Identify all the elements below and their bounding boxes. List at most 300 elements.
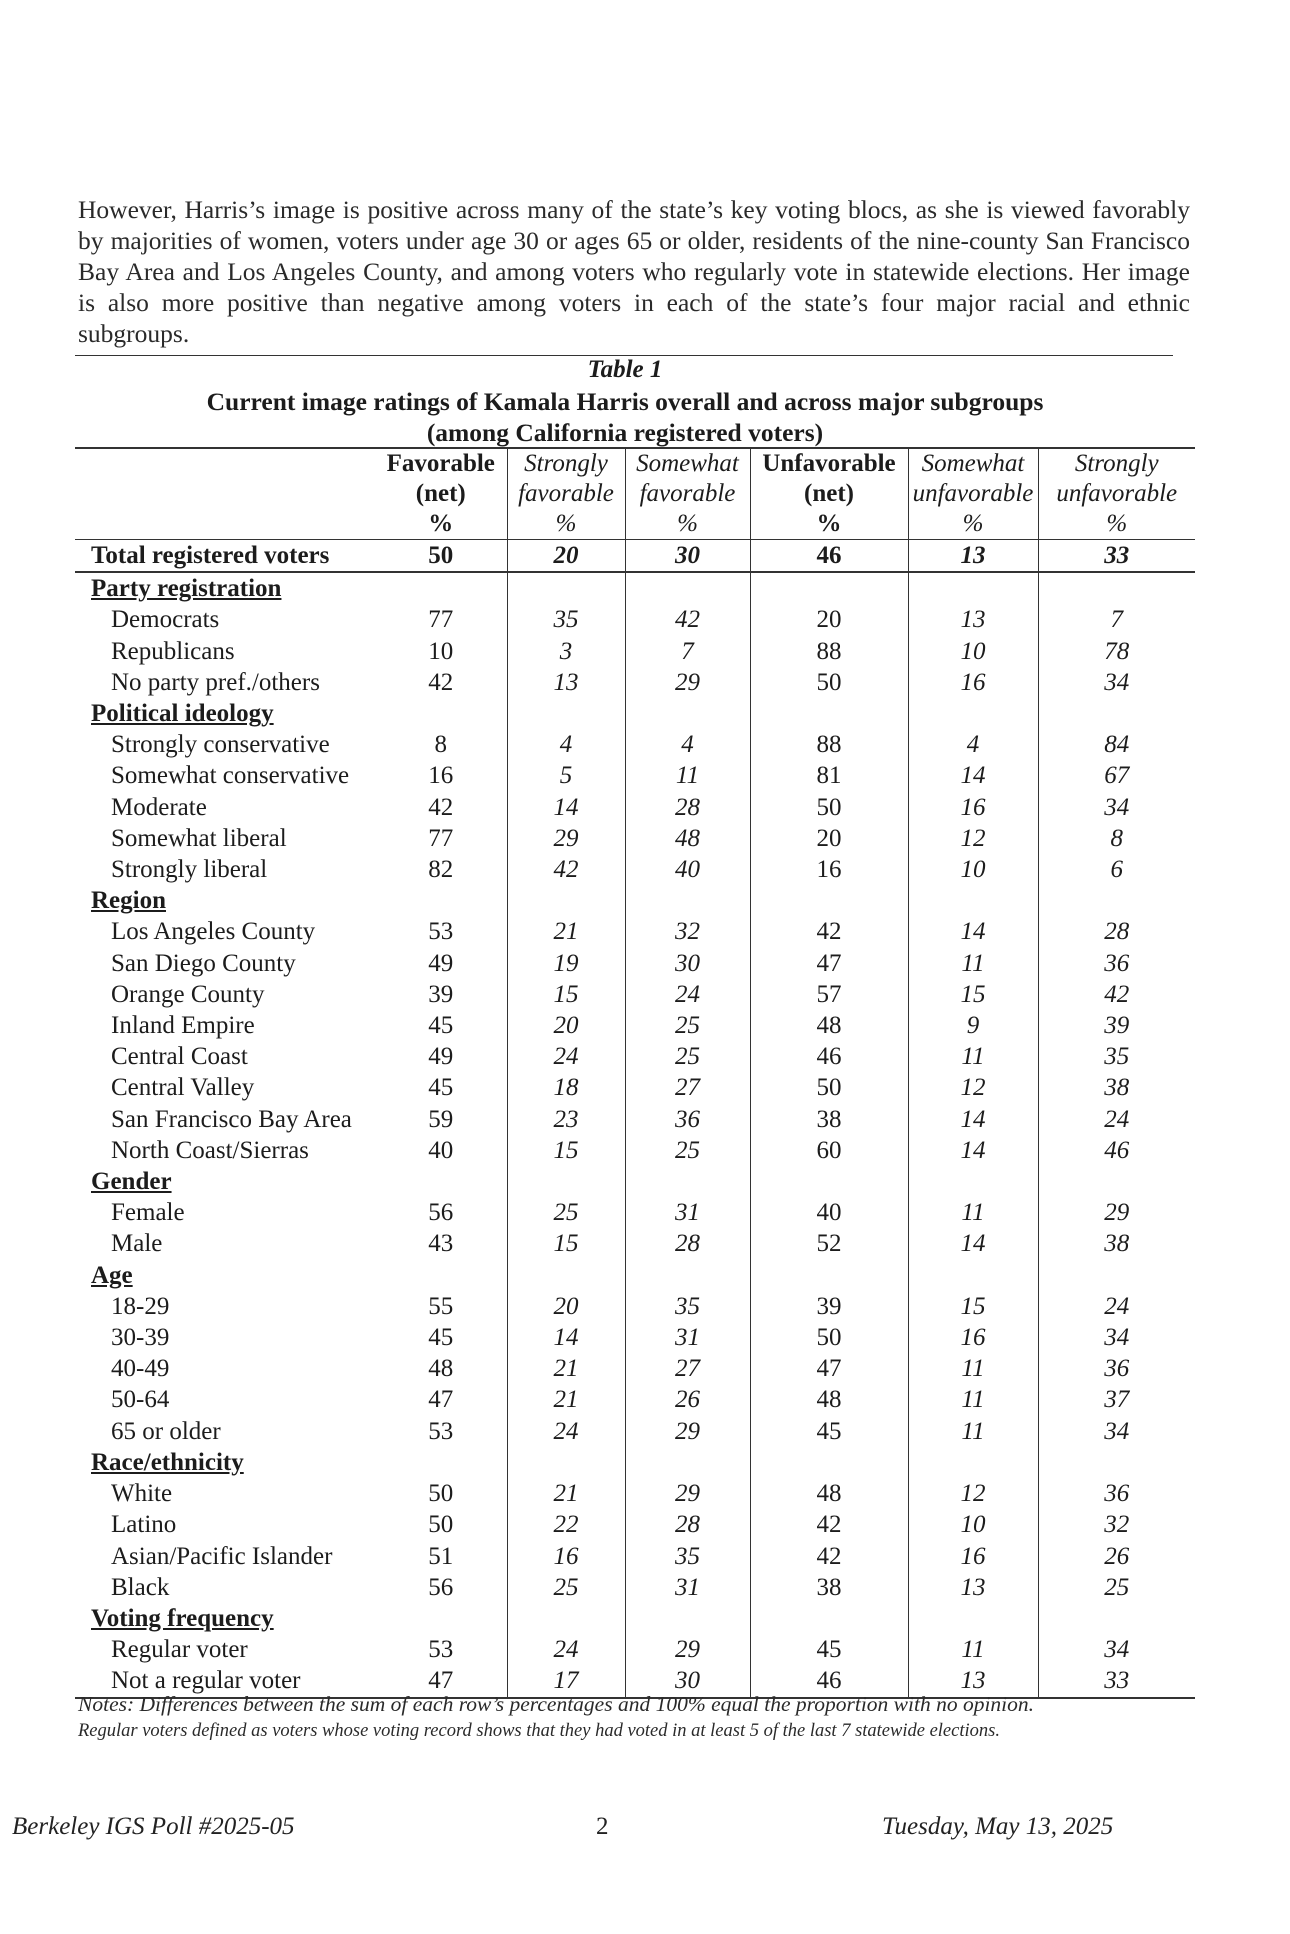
cell-favorable-net: 48 <box>375 1353 507 1384</box>
cell-somewhat-favorable: 35 <box>625 1541 750 1572</box>
table-row <box>75 1541 1195 1572</box>
cell-favorable-net: 53 <box>375 1634 507 1665</box>
cell-strongly-favorable: 24 <box>507 1634 625 1665</box>
cell-favorable-net: 82 <box>375 854 507 885</box>
cell-strongly-unfavorable: 29 <box>1104 1199 1130 1227</box>
table-header-row-2 <box>75 479 1195 509</box>
row-label: 30-39 <box>111 1324 170 1352</box>
empty-cell <box>750 1447 908 1478</box>
cell-somewhat-favorable: 29 <box>625 1634 750 1665</box>
cell-somewhat-unfavorable: 14 <box>908 760 1038 791</box>
table-row <box>75 1135 1195 1166</box>
cell-strongly-unfavorable: 24 <box>1104 1105 1130 1133</box>
section-title: Political ideology <box>91 700 274 728</box>
table-row <box>75 1384 1195 1415</box>
header-unfavorable-net: Unfavorable <box>750 448 908 479</box>
header-percent: % <box>1038 509 1195 540</box>
table-row <box>75 1353 1195 1384</box>
cell-favorable-net: 51 <box>375 1541 507 1572</box>
cell-favorable-net: 16 <box>375 760 507 791</box>
cell-somewhat-unfavorable: 14 <box>908 1228 1038 1259</box>
cell-favorable-net: 55 <box>375 1291 507 1322</box>
row-label: Orange County <box>111 980 265 1008</box>
ratings-table <box>75 447 1195 1699</box>
cell-strongly-unfavorable: 34 <box>1104 1636 1130 1664</box>
cell-strongly-unfavorable: 34 <box>1104 793 1130 821</box>
section-title: Gender <box>91 1168 172 1196</box>
cell-somewhat-unfavorable: 16 <box>908 1541 1038 1572</box>
table-row <box>75 1197 1195 1228</box>
row-label: Los Angeles County <box>111 918 316 946</box>
cell-strongly-favorable: 20 <box>507 1010 625 1041</box>
header-percent: % <box>625 509 750 540</box>
cell-somewhat-favorable: 27 <box>625 1072 750 1103</box>
cell-strongly-unfavorable: 84 <box>1104 731 1130 759</box>
cell-somewhat-favorable: 26 <box>625 1384 750 1415</box>
row-label: 18-29 <box>111 1292 170 1320</box>
row-label: Somewhat liberal <box>111 824 287 852</box>
empty-cell <box>375 1447 507 1478</box>
section-header-row <box>75 885 1195 916</box>
cell-strongly-unfavorable: 36 <box>1104 949 1130 977</box>
empty-cell <box>908 885 1038 916</box>
cell-strongly-unfavorable: 8 <box>1110 824 1123 852</box>
cell-somewhat-favorable: 35 <box>625 1291 750 1322</box>
cell-strongly-favorable: 20 <box>507 1291 625 1322</box>
empty-cell <box>507 572 625 604</box>
cell-somewhat-unfavorable: 15 <box>908 1291 1038 1322</box>
cell-unfavorable-net: 38 <box>750 1104 908 1135</box>
section-header-row <box>75 1447 1195 1478</box>
header-strongly-favorable-sub: favorable <box>507 479 625 509</box>
empty-cell <box>750 1603 908 1634</box>
cell-somewhat-unfavorable: 14 <box>908 1135 1038 1166</box>
cell-strongly-unfavorable: 34 <box>1104 668 1130 696</box>
row-label: Latino <box>111 1511 177 1539</box>
cell-somewhat-unfavorable: 11 <box>908 1197 1038 1228</box>
cell-somewhat-unfavorable: 14 <box>908 916 1038 947</box>
row-label: 50-64 <box>111 1386 170 1414</box>
header-somewhat-favorable: Somewhat <box>625 448 750 479</box>
footer-date: Tuesday, May 13, 2025 <box>882 1813 1114 1840</box>
row-label: Not a regular voter <box>75 1665 375 1697</box>
empty-cell <box>750 698 908 729</box>
empty-cell <box>1038 698 1195 729</box>
empty-cell <box>375 572 507 604</box>
empty-cell <box>507 1166 625 1197</box>
cell-somewhat-favorable: 42 <box>625 604 750 635</box>
cell-strongly-unfavorable: 38 <box>1104 1074 1130 1102</box>
cell-somewhat-favorable: 30 <box>625 1665 750 1697</box>
cell-strongly-favorable: 3 <box>507 636 625 667</box>
cell-favorable-net: 47 <box>375 1665 507 1697</box>
empty-cell <box>908 572 1038 604</box>
cell-somewhat-unfavorable: 15 <box>908 979 1038 1010</box>
cell-favorable-net: 77 <box>375 823 507 854</box>
row-label: 40-49 <box>111 1355 170 1383</box>
header-strongly-favorable: Strongly <box>507 448 625 479</box>
cell-strongly-favorable: 14 <box>507 792 625 823</box>
cell-somewhat-unfavorable: 13 <box>908 540 1038 573</box>
row-label: Female <box>111 1199 185 1227</box>
cell-strongly-favorable: 18 <box>507 1072 625 1103</box>
cell-favorable-net: 42 <box>375 667 507 698</box>
cell-favorable-net: 50 <box>375 540 507 573</box>
cell-favorable-net: 10 <box>375 636 507 667</box>
cell-somewhat-unfavorable: 13 <box>908 1572 1038 1603</box>
header-favorable-net: Favorable <box>375 448 507 479</box>
table-row <box>75 1072 1195 1103</box>
cell-unfavorable-net: 20 <box>750 823 908 854</box>
table-title: Current image ratings of Kamala Harris overall and across major subgroups <box>206 387 1044 416</box>
header-strongly-unfavorable-sub: unfavorable <box>1056 480 1178 507</box>
cell-somewhat-favorable: 25 <box>625 1041 750 1072</box>
row-label: Asian/Pacific Islander <box>111 1542 333 1570</box>
total-row <box>75 540 1195 573</box>
cell-somewhat-favorable: 4 <box>625 729 750 760</box>
row-label: Central Valley <box>111 1074 255 1102</box>
cell-strongly-favorable: 23 <box>507 1104 625 1135</box>
row-label: North Coast/Sierras <box>111 1136 309 1164</box>
cell-strongly-favorable: 35 <box>507 604 625 635</box>
cell-somewhat-unfavorable: 13 <box>908 604 1038 635</box>
cell-unfavorable-net: 48 <box>750 1478 908 1509</box>
cell-strongly-favorable: 24 <box>507 1416 625 1447</box>
section-title: Party registration <box>91 575 282 603</box>
row-label: No party pref./others <box>111 668 320 696</box>
cell-favorable-net: 40 <box>375 1135 507 1166</box>
table-row <box>75 854 1195 885</box>
cell-unfavorable-net: 42 <box>750 1509 908 1540</box>
empty-cell <box>507 1603 625 1634</box>
cell-strongly-favorable: 17 <box>507 1665 625 1697</box>
section-header-row <box>75 698 1195 729</box>
header-strongly-unfavorable: Strongly <box>1038 448 1195 479</box>
cell-somewhat-favorable: 7 <box>625 636 750 667</box>
row-label: Strongly conservative <box>111 731 330 759</box>
cell-somewhat-unfavorable: 11 <box>908 1353 1038 1384</box>
cell-somewhat-unfavorable: 4 <box>908 729 1038 760</box>
cell-unfavorable-net: 50 <box>750 1322 908 1353</box>
table-row <box>75 1478 1195 1509</box>
header-percent: % <box>908 509 1038 540</box>
table-row <box>75 1416 1195 1447</box>
table-number: Table 1 <box>587 356 663 383</box>
cell-strongly-favorable: 20 <box>507 540 625 573</box>
cell-somewhat-favorable: 27 <box>625 1353 750 1384</box>
empty-cell <box>507 698 625 729</box>
cell-unfavorable-net: 40 <box>750 1197 908 1228</box>
header-somewhat-unfavorable-sub: unfavorable <box>908 479 1038 509</box>
header-spacer <box>75 509 375 540</box>
cell-unfavorable-net: 20 <box>750 604 908 635</box>
cell-strongly-favorable: 24 <box>507 1041 625 1072</box>
cell-somewhat-unfavorable: 14 <box>908 1104 1038 1135</box>
cell-favorable-net: 42 <box>375 792 507 823</box>
empty-cell <box>750 1260 908 1291</box>
cell-somewhat-unfavorable: 16 <box>908 792 1038 823</box>
cell-strongly-favorable: 21 <box>507 916 625 947</box>
cell-somewhat-unfavorable: 9 <box>908 1010 1038 1041</box>
cell-somewhat-unfavorable: 11 <box>908 1416 1038 1447</box>
table-row <box>75 636 1195 667</box>
cell-unfavorable-net: 88 <box>750 636 908 667</box>
cell-favorable-net: 53 <box>375 916 507 947</box>
cell-strongly-unfavorable: 26 <box>1104 1542 1130 1570</box>
section-header-row <box>75 1166 1195 1197</box>
cell-unfavorable-net: 81 <box>750 760 908 791</box>
table-subtitle: (among California registered voters) <box>426 418 824 447</box>
cell-strongly-unfavorable: 38 <box>1104 1230 1130 1258</box>
row-label: San Francisco Bay Area <box>111 1105 352 1133</box>
cell-unfavorable-net: 52 <box>750 1228 908 1259</box>
empty-cell <box>1038 885 1195 916</box>
cell-unfavorable-net: 60 <box>750 1135 908 1166</box>
cell-somewhat-favorable: 29 <box>625 1478 750 1509</box>
header-percent: % <box>507 509 625 540</box>
table-row <box>75 823 1195 854</box>
empty-cell <box>625 1447 750 1478</box>
empty-cell <box>625 885 750 916</box>
table-header-row-3 <box>75 509 1195 540</box>
cell-strongly-unfavorable: 36 <box>1104 1355 1130 1383</box>
table-row <box>75 979 1195 1010</box>
header-percent: % <box>750 509 908 540</box>
cell-strongly-favorable: 14 <box>507 1322 625 1353</box>
row-label: Male <box>111 1230 163 1258</box>
table-header-row-1 <box>75 448 1195 479</box>
empty-cell <box>375 1166 507 1197</box>
empty-cell <box>625 1260 750 1291</box>
cell-strongly-favorable: 25 <box>507 1572 625 1603</box>
section-header-row <box>75 572 1195 604</box>
cell-unfavorable-net: 16 <box>750 854 908 885</box>
cell-unfavorable-net: 57 <box>750 979 908 1010</box>
empty-cell <box>375 1603 507 1634</box>
cell-strongly-favorable: 19 <box>507 948 625 979</box>
cell-unfavorable-net: 45 <box>750 1416 908 1447</box>
cell-somewhat-favorable: 40 <box>625 854 750 885</box>
section-header-row <box>75 1260 1195 1291</box>
empty-cell <box>1038 1447 1195 1478</box>
cell-favorable-net: 53 <box>375 1416 507 1447</box>
table-row <box>75 1572 1195 1603</box>
cell-favorable-net: 50 <box>375 1478 507 1509</box>
cell-somewhat-favorable: 28 <box>625 792 750 823</box>
empty-cell <box>750 572 908 604</box>
cell-unfavorable-net: 39 <box>750 1291 908 1322</box>
header-favorable-net-sub: (net) <box>375 479 507 509</box>
cell-unfavorable-net: 45 <box>750 1634 908 1665</box>
table-row <box>75 948 1195 979</box>
cell-unfavorable-net: 48 <box>750 1384 908 1415</box>
cell-somewhat-favorable: 31 <box>625 1572 750 1603</box>
row-label: Moderate <box>111 793 207 821</box>
empty-cell <box>625 1603 750 1634</box>
cell-somewhat-favorable: 31 <box>625 1322 750 1353</box>
empty-cell <box>908 1447 1038 1478</box>
header-somewhat-favorable-sub: favorable <box>625 479 750 509</box>
cell-favorable-net: 50 <box>375 1509 507 1540</box>
cell-somewhat-favorable: 28 <box>625 1509 750 1540</box>
cell-somewhat-unfavorable: 16 <box>908 667 1038 698</box>
row-label: Strongly liberal <box>111 856 268 884</box>
row-label: Republicans <box>111 637 235 665</box>
table-row <box>75 729 1195 760</box>
cell-somewhat-favorable: 29 <box>625 1416 750 1447</box>
cell-somewhat-unfavorable: 11 <box>908 1041 1038 1072</box>
cell-strongly-favorable: 21 <box>507 1384 625 1415</box>
empty-cell <box>375 1260 507 1291</box>
row-label: Total registered voters <box>75 540 375 573</box>
header-somewhat-unfavorable: Somewhat <box>908 448 1038 479</box>
table-row <box>75 1634 1195 1665</box>
cell-somewhat-unfavorable: 11 <box>908 948 1038 979</box>
cell-strongly-unfavorable: 33 <box>1038 1665 1195 1697</box>
empty-cell <box>750 885 908 916</box>
cell-favorable-net: 77 <box>375 604 507 635</box>
cell-unfavorable-net: 47 <box>750 1353 908 1384</box>
table-row <box>75 792 1195 823</box>
cell-strongly-unfavorable: 67 <box>1104 762 1130 790</box>
cell-favorable-net: 49 <box>375 948 507 979</box>
cell-strongly-unfavorable: 6 <box>1110 856 1123 884</box>
cell-strongly-favorable: 5 <box>507 760 625 791</box>
row-label: White <box>111 1480 173 1508</box>
empty-cell <box>1038 1603 1195 1634</box>
cell-unfavorable-net: 42 <box>750 1541 908 1572</box>
cell-somewhat-unfavorable: 13 <box>908 1665 1038 1697</box>
cell-strongly-favorable: 4 <box>507 729 625 760</box>
table-row <box>75 1041 1195 1072</box>
cell-somewhat-favorable: 36 <box>625 1104 750 1135</box>
cell-somewhat-favorable: 32 <box>625 916 750 947</box>
empty-cell <box>375 698 507 729</box>
cell-strongly-unfavorable: 24 <box>1104 1292 1130 1320</box>
cell-favorable-net: 45 <box>375 1072 507 1103</box>
empty-cell <box>625 1166 750 1197</box>
cell-strongly-unfavorable: 39 <box>1104 1012 1130 1040</box>
cell-favorable-net: 47 <box>375 1384 507 1415</box>
cell-strongly-unfavorable: 33 <box>1038 540 1195 573</box>
cell-somewhat-favorable: 31 <box>625 1197 750 1228</box>
cell-strongly-unfavorable: 25 <box>1104 1573 1130 1601</box>
note-regular-voters: Regular voters defined as voters whose voting record shows that they had voted in at least 5 of the last 7 statewide elections. <box>78 1721 1000 1741</box>
cell-unfavorable-net: 50 <box>750 1072 908 1103</box>
table-row <box>75 1010 1195 1041</box>
empty-cell <box>507 885 625 916</box>
cell-somewhat-favorable: 48 <box>625 823 750 854</box>
cell-somewhat-unfavorable: 12 <box>908 1072 1038 1103</box>
empty-cell <box>908 1603 1038 1634</box>
cell-strongly-unfavorable: 34 <box>1104 1324 1130 1352</box>
empty-cell <box>625 572 750 604</box>
cell-unfavorable-net: 38 <box>750 1572 908 1603</box>
header-unfavorable-net-sub: (net) <box>750 479 908 509</box>
cell-somewhat-unfavorable: 11 <box>908 1634 1038 1665</box>
header-percent: % <box>375 509 507 540</box>
cell-favorable-net: 59 <box>375 1104 507 1135</box>
cell-somewhat-favorable: 28 <box>625 1228 750 1259</box>
section-title: Race/ethnicity <box>91 1448 244 1476</box>
table-row <box>75 760 1195 791</box>
cell-somewhat-favorable: 25 <box>625 1135 750 1166</box>
section-title: Region <box>91 887 166 915</box>
cell-somewhat-unfavorable: 10 <box>908 1509 1038 1540</box>
table-row <box>75 1291 1195 1322</box>
cell-unfavorable-net: 46 <box>750 1041 908 1072</box>
section-title: Voting frequency <box>91 1604 274 1632</box>
section-header-row <box>75 1603 1195 1634</box>
cell-strongly-favorable: 15 <box>507 1228 625 1259</box>
cell-favorable-net: 8 <box>375 729 507 760</box>
cell-strongly-unfavorable: 32 <box>1104 1511 1130 1539</box>
cell-somewhat-favorable: 24 <box>625 979 750 1010</box>
cell-unfavorable-net: 88 <box>750 729 908 760</box>
cell-favorable-net: 43 <box>375 1228 507 1259</box>
empty-cell <box>1038 1166 1195 1197</box>
empty-cell <box>375 885 507 916</box>
cell-somewhat-unfavorable: 10 <box>908 854 1038 885</box>
intro-paragraph: However, Harris’s image is positive across many of the state’s key voting blocs, as she is viewed favorably by majorities of women, voters under age 30 or ages 65 or older, residents of the nine-county San Francisco Bay Area and Los Angeles County, and among voters who regularly vote in statewide elections. Her image is also more positive than negative among voters in each of the state’s four major racial and ethnic subgroups. <box>78 194 1190 348</box>
table-row <box>75 1104 1195 1135</box>
table-row <box>75 916 1195 947</box>
cell-unfavorable-net: 50 <box>750 792 908 823</box>
empty-cell <box>625 698 750 729</box>
cell-strongly-unfavorable: 36 <box>1104 1480 1130 1508</box>
table-row <box>75 1228 1195 1259</box>
cell-somewhat-unfavorable: 10 <box>908 636 1038 667</box>
cell-strongly-favorable: 22 <box>507 1509 625 1540</box>
cell-strongly-favorable: 21 <box>507 1478 625 1509</box>
cell-somewhat-unfavorable: 12 <box>908 1478 1038 1509</box>
empty-cell <box>1038 572 1195 604</box>
cell-favorable-net: 56 <box>375 1572 507 1603</box>
cell-strongly-favorable: 16 <box>507 1541 625 1572</box>
row-label: Regular voter <box>111 1636 248 1664</box>
cell-strongly-unfavorable: 28 <box>1104 918 1130 946</box>
cell-unfavorable-net: 50 <box>750 667 908 698</box>
cell-favorable-net: 39 <box>375 979 507 1010</box>
cell-strongly-unfavorable: 78 <box>1104 637 1130 665</box>
section-title: Age <box>91 1261 133 1289</box>
table-row <box>75 667 1195 698</box>
cell-strongly-unfavorable: 42 <box>1104 980 1130 1008</box>
note-no-opinion: Notes: Differences between the sum of each row’s percentages and 100% equal the proportion with no opinion. <box>78 1692 1035 1716</box>
row-label: Democrats <box>111 606 220 634</box>
header-spacer <box>75 479 375 509</box>
row-label: 65 or older <box>111 1417 221 1445</box>
cell-strongly-favorable: 15 <box>507 979 625 1010</box>
empty-cell <box>507 1447 625 1478</box>
row-label: San Diego County <box>111 949 296 977</box>
empty-cell <box>908 1166 1038 1197</box>
cell-unfavorable-net: 47 <box>750 948 908 979</box>
cell-unfavorable-net: 48 <box>750 1010 908 1041</box>
cell-somewhat-favorable: 30 <box>625 948 750 979</box>
row-label: Somewhat conservative <box>111 762 350 790</box>
table-row <box>75 1322 1195 1353</box>
cell-unfavorable-net: 46 <box>750 540 908 573</box>
cell-somewhat-unfavorable: 16 <box>908 1322 1038 1353</box>
table-row <box>75 1509 1195 1540</box>
cell-favorable-net: 56 <box>375 1197 507 1228</box>
header-spacer <box>75 448 375 479</box>
cell-favorable-net: 49 <box>375 1041 507 1072</box>
table-row <box>75 604 1195 635</box>
footer-poll-id: Berkeley IGS Poll #2025-05 <box>12 1813 295 1840</box>
cell-strongly-favorable: 15 <box>507 1135 625 1166</box>
